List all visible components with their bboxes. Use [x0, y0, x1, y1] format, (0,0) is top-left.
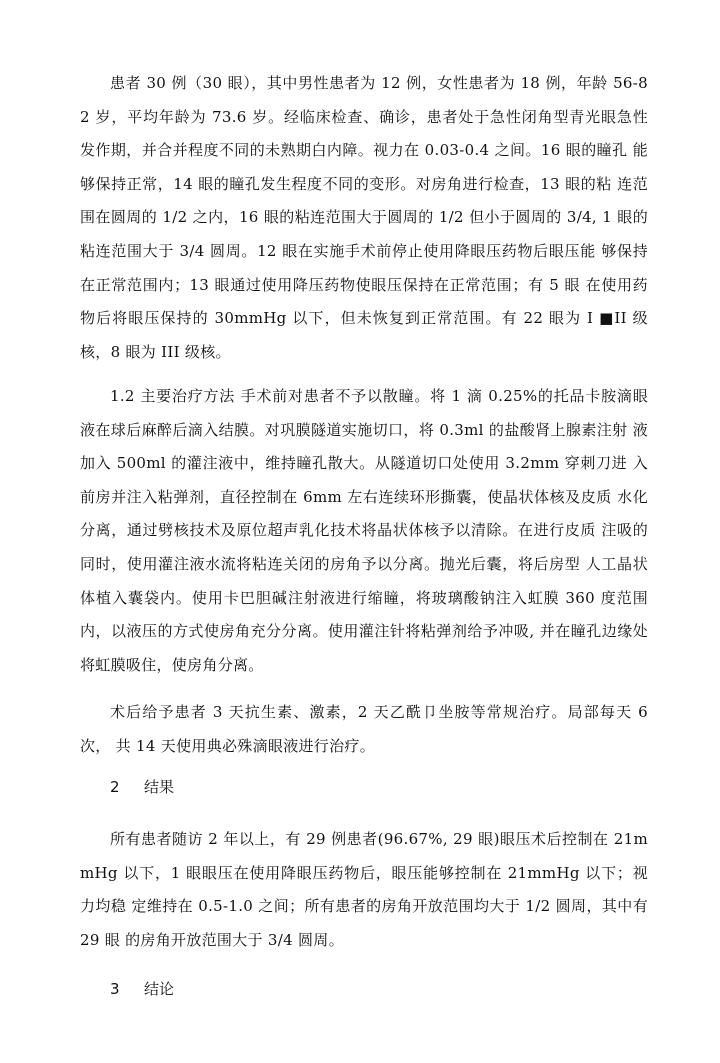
- section-title: 结论: [144, 980, 175, 998]
- section-heading-conclusion: [110, 979, 174, 999]
- section-number: 3: [110, 980, 120, 998]
- paragraph-results: 所有患者随访 2 年以上，有 29 例患者(96.67%, 29 眼)眼压术后控制在 21mmHg 以下，1 眼眼压在使用降眼压药物后，眼压能够控制在 21mmHg 以下；视力均稳 定维持在 0.5-1.0 之间；所有患者的房角开放范围均大于 1/2 圆周，其中有 29 眼 的房角开放范围大于 3/4 圆周。: [80, 830, 648, 949]
- paragraph-postop-care: 术后给予患者 3 天抗生素、激素，2 天乙酰卩坐胺等常规治疗。局部每天 6 次， 共 14 天使用典必殊滴眼液进行治疗。: [80, 703, 648, 755]
- paragraph-patient-info: 患者 30 例（30 眼），其中男性患者为 12 例，女性患者为 18 例，年龄 56-82 岁，平均年龄为 73.6 岁。经临床检查、确诊，患者处于急性闭角型青光眼急性 发作期，并合并程度不同的未熟期白内障。视力在 0.03-0.4 之间。16 眼的瞳孔 能够保持正常，14 眼的瞳孔发生程度不同的变形。对房角进行检查，13 眼的粘 连范围在圆周的 1/2 之内，16 眼的粘连范围大于圆周的 1/2 但小于圆周的 3/4, 1 眼的粘连范围大于 3/4 圆周。12 眼在实施手术前停止使用降眼压药物后眼压能 够保持在正常范围内；13 眼通过使用降压药物使眼压保持在正常范围；有 5 眼 在使用药物后将眼压保持的 30mmHg 以下，但未恢复到正常范围。有 22 眼为 I ■II 级核，8 眼为 III 级核。: [80, 74, 648, 361]
- section-number: 2: [110, 778, 120, 796]
- section-heading-results: [110, 777, 174, 797]
- section-title: 结果: [144, 778, 175, 796]
- paragraph-treatment-method: 1.2 主要治疗方法 手术前对患者不予以散瞳。将 1 滴 0.25%的托品卡胺滴眼 液在球后麻醉后滴入结膜。对巩膜隧道实施切口，将 0.3ml 的盐酸肾上腺素注射 液加入 500ml 的灌注液中，维持瞳孔散大。从隧道切口处使用 3.2mm 穿刺刀进 入前房并注入粘弹剂，直径控制在 6mm 左右连续环形撕囊，使晶状体核及皮质 水化分离，通过劈核技术及原位超声乳化技术将晶状体核予以清除。在进行皮质 注吸的同时，使用灌注液水流将粘连关闭的房角予以分离。抛光后囊，将后房型 人工晶状体植入囊袋内。使用卡巴胆碱注射液进行缩瞳，将玻璃酸钠注入虹膜 360 度范围内，以液压的方式使房角充分分离。使用灌注针将粘弹剂给予冲吸, 并在瞳孔边缘处将虹膜吸住，使房角分离。: [80, 387, 648, 674]
